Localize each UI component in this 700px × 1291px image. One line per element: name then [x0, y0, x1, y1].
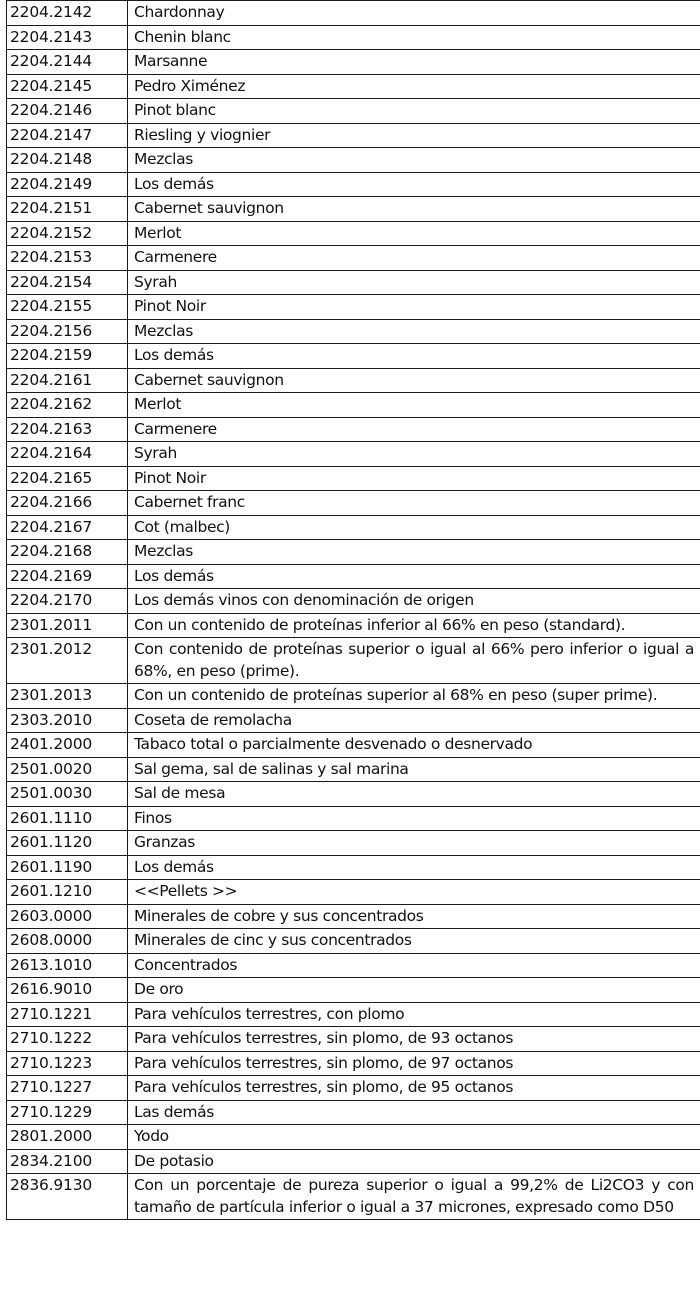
description-cell: Mezclas	[128, 319, 700, 344]
tariff-table	[6, 0, 700, 1220]
table-row	[7, 393, 700, 418]
table-row	[7, 74, 700, 99]
tariff-code-cell: 2204.2145	[7, 74, 128, 99]
description-cell: De potasio	[128, 1149, 700, 1174]
description-cell: Con contenido de proteínas superior o igual al 66% pero inferior o igual a 68%, en peso (prime).	[128, 638, 700, 684]
tariff-code-cell: 2710.1229	[7, 1100, 128, 1125]
table-row	[7, 757, 700, 782]
description-cell: Las demás	[128, 1100, 700, 1125]
table-row	[7, 148, 700, 173]
table-row	[7, 1051, 700, 1076]
description-cell: Cabernet sauvignon	[128, 197, 700, 222]
description-cell: Para vehículos terrestres, sin plomo, de 95 octanos	[128, 1076, 700, 1101]
description-cell: Granzas	[128, 831, 700, 856]
description-cell: Tabaco total o parcialmente desvenado o desnervado	[128, 733, 700, 758]
table-row	[7, 515, 700, 540]
table-row	[7, 491, 700, 516]
description-cell: Para vehículos terrestres, con plomo	[128, 1002, 700, 1027]
table-row	[7, 978, 700, 1003]
table-row	[7, 246, 700, 271]
table-row	[7, 295, 700, 320]
tariff-code-cell: 2204.2165	[7, 466, 128, 491]
tariff-code-cell: 2836.9130	[7, 1174, 128, 1220]
table-row	[7, 1149, 700, 1174]
table-row	[7, 733, 700, 758]
description-cell: Sal de mesa	[128, 782, 700, 807]
table-row	[7, 904, 700, 929]
tariff-code-cell: 2204.2147	[7, 123, 128, 148]
table-row	[7, 1174, 700, 1220]
description-cell: Sal gema, sal de salinas y sal marina	[128, 757, 700, 782]
tariff-code-cell: 2204.2152	[7, 221, 128, 246]
table-row	[7, 270, 700, 295]
description-cell: Carmenere	[128, 246, 700, 271]
description-cell: Pinot Noir	[128, 466, 700, 491]
tariff-table-body	[7, 1, 700, 1220]
tariff-code-cell: 2401.2000	[7, 733, 128, 758]
table-row	[7, 197, 700, 222]
tariff-code-cell: 2303.2010	[7, 708, 128, 733]
description-cell: Riesling y viognier	[128, 123, 700, 148]
table-row	[7, 344, 700, 369]
tariff-code-cell: 2204.2166	[7, 491, 128, 516]
table-row	[7, 1076, 700, 1101]
table-row	[7, 466, 700, 491]
table-row	[7, 782, 700, 807]
table-row	[7, 880, 700, 905]
table-row	[7, 123, 700, 148]
tariff-code-cell: 2501.0020	[7, 757, 128, 782]
description-cell: Marsanne	[128, 50, 700, 75]
description-cell: Cot (malbec)	[128, 515, 700, 540]
tariff-code-cell: 2608.0000	[7, 929, 128, 954]
description-cell: Minerales de cinc y sus concentrados	[128, 929, 700, 954]
description-cell: Para vehículos terrestres, sin plomo, de 93 octanos	[128, 1027, 700, 1052]
table-row	[7, 1100, 700, 1125]
table-row	[7, 929, 700, 954]
tariff-code-cell: 2204.2161	[7, 368, 128, 393]
tariff-code-cell: 2801.2000	[7, 1125, 128, 1150]
tariff-code-cell: 2204.2167	[7, 515, 128, 540]
description-cell: Los demás	[128, 172, 700, 197]
tariff-code-cell: 2204.2142	[7, 1, 128, 26]
tariff-code-cell: 2601.1210	[7, 880, 128, 905]
description-cell: Syrah	[128, 442, 700, 467]
tariff-code-cell: 2204.2163	[7, 417, 128, 442]
table-row	[7, 1125, 700, 1150]
description-cell: Los demás	[128, 855, 700, 880]
tariff-code-cell: 2301.2013	[7, 684, 128, 709]
description-cell: Syrah	[128, 270, 700, 295]
description-cell: Minerales de cobre y sus concentrados	[128, 904, 700, 929]
tariff-code-cell: 2204.2170	[7, 589, 128, 614]
tariff-code-cell: 2710.1221	[7, 1002, 128, 1027]
table-row	[7, 806, 700, 831]
table-row	[7, 613, 700, 638]
tariff-code-cell: 2710.1222	[7, 1027, 128, 1052]
tariff-code-cell: 2601.1120	[7, 831, 128, 856]
table-row	[7, 1027, 700, 1052]
tariff-code-cell: 2616.9010	[7, 978, 128, 1003]
table-row	[7, 638, 700, 684]
tariff-code-cell: 2204.2168	[7, 540, 128, 565]
table-row	[7, 589, 700, 614]
tariff-code-cell: 2601.1190	[7, 855, 128, 880]
tariff-code-cell: 2301.2012	[7, 638, 128, 684]
tariff-code-cell: 2204.2164	[7, 442, 128, 467]
tariff-code-cell: 2710.1223	[7, 1051, 128, 1076]
description-cell: Pinot Noir	[128, 295, 700, 320]
tariff-code-cell: 2204.2144	[7, 50, 128, 75]
description-cell: Chardonnay	[128, 1, 700, 26]
table-row	[7, 1002, 700, 1027]
description-cell: Mezclas	[128, 540, 700, 565]
description-cell: Cabernet sauvignon	[128, 368, 700, 393]
tariff-code-cell: 2834.2100	[7, 1149, 128, 1174]
tariff-code-cell: 2613.1010	[7, 953, 128, 978]
tariff-code-cell: 2204.2159	[7, 344, 128, 369]
tariff-code-cell: 2204.2153	[7, 246, 128, 271]
description-cell: Mezclas	[128, 148, 700, 173]
tariff-code-cell: 2204.2162	[7, 393, 128, 418]
description-cell: Chenin blanc	[128, 25, 700, 50]
table-row	[7, 540, 700, 565]
tariff-code-cell: 2204.2151	[7, 197, 128, 222]
table-row	[7, 708, 700, 733]
description-cell: Carmenere	[128, 417, 700, 442]
description-cell: Pedro Ximénez	[128, 74, 700, 99]
tariff-code-cell: 2204.2156	[7, 319, 128, 344]
description-cell: Merlot	[128, 221, 700, 246]
description-cell: Con un contenido de proteínas inferior al 66% en peso (standard).	[128, 613, 700, 638]
description-cell: Los demás vinos con denominación de origen	[128, 589, 700, 614]
table-row	[7, 442, 700, 467]
tariff-code-cell: 2204.2155	[7, 295, 128, 320]
description-cell: Con un contenido de proteínas superior al 68% en peso (super prime).	[128, 684, 700, 709]
table-row	[7, 319, 700, 344]
tariff-code-cell: 2710.1227	[7, 1076, 128, 1101]
tariff-code-cell: 2601.1110	[7, 806, 128, 831]
table-row	[7, 50, 700, 75]
description-cell: Yodo	[128, 1125, 700, 1150]
table-row	[7, 99, 700, 124]
table-row	[7, 172, 700, 197]
tariff-code-cell: 2603.0000	[7, 904, 128, 929]
table-row	[7, 25, 700, 50]
tariff-code-cell: 2301.2011	[7, 613, 128, 638]
description-cell: Para vehículos terrestres, sin plomo, de 97 octanos	[128, 1051, 700, 1076]
tariff-code-cell: 2204.2146	[7, 99, 128, 124]
tariff-code-cell: 2204.2169	[7, 564, 128, 589]
tariff-code-cell: 2501.0030	[7, 782, 128, 807]
description-cell: Los demás	[128, 344, 700, 369]
tariff-code-cell: 2204.2154	[7, 270, 128, 295]
table-row	[7, 684, 700, 709]
tariff-code-cell: 2204.2149	[7, 172, 128, 197]
table-row	[7, 953, 700, 978]
table-row	[7, 368, 700, 393]
tariff-code-cell: 2204.2143	[7, 25, 128, 50]
description-cell: <<Pellets >>	[128, 880, 700, 905]
table-row	[7, 831, 700, 856]
description-cell: De oro	[128, 978, 700, 1003]
description-cell: Finos	[128, 806, 700, 831]
description-cell: Los demás	[128, 564, 700, 589]
table-row	[7, 564, 700, 589]
tariff-code-cell: 2204.2148	[7, 148, 128, 173]
table-row	[7, 417, 700, 442]
table-row	[7, 1, 700, 26]
table-row	[7, 855, 700, 880]
description-cell: Con un porcentaje de pureza superior o igual a 99,2% de Li2CO3 y con tamaño de partícula inferior o igual a 37 micrones, expresado como D50	[128, 1174, 700, 1220]
description-cell: Coseta de remolacha	[128, 708, 700, 733]
description-cell: Concentrados	[128, 953, 700, 978]
table-row	[7, 221, 700, 246]
description-cell: Cabernet franc	[128, 491, 700, 516]
description-cell: Pinot blanc	[128, 99, 700, 124]
description-cell: Merlot	[128, 393, 700, 418]
